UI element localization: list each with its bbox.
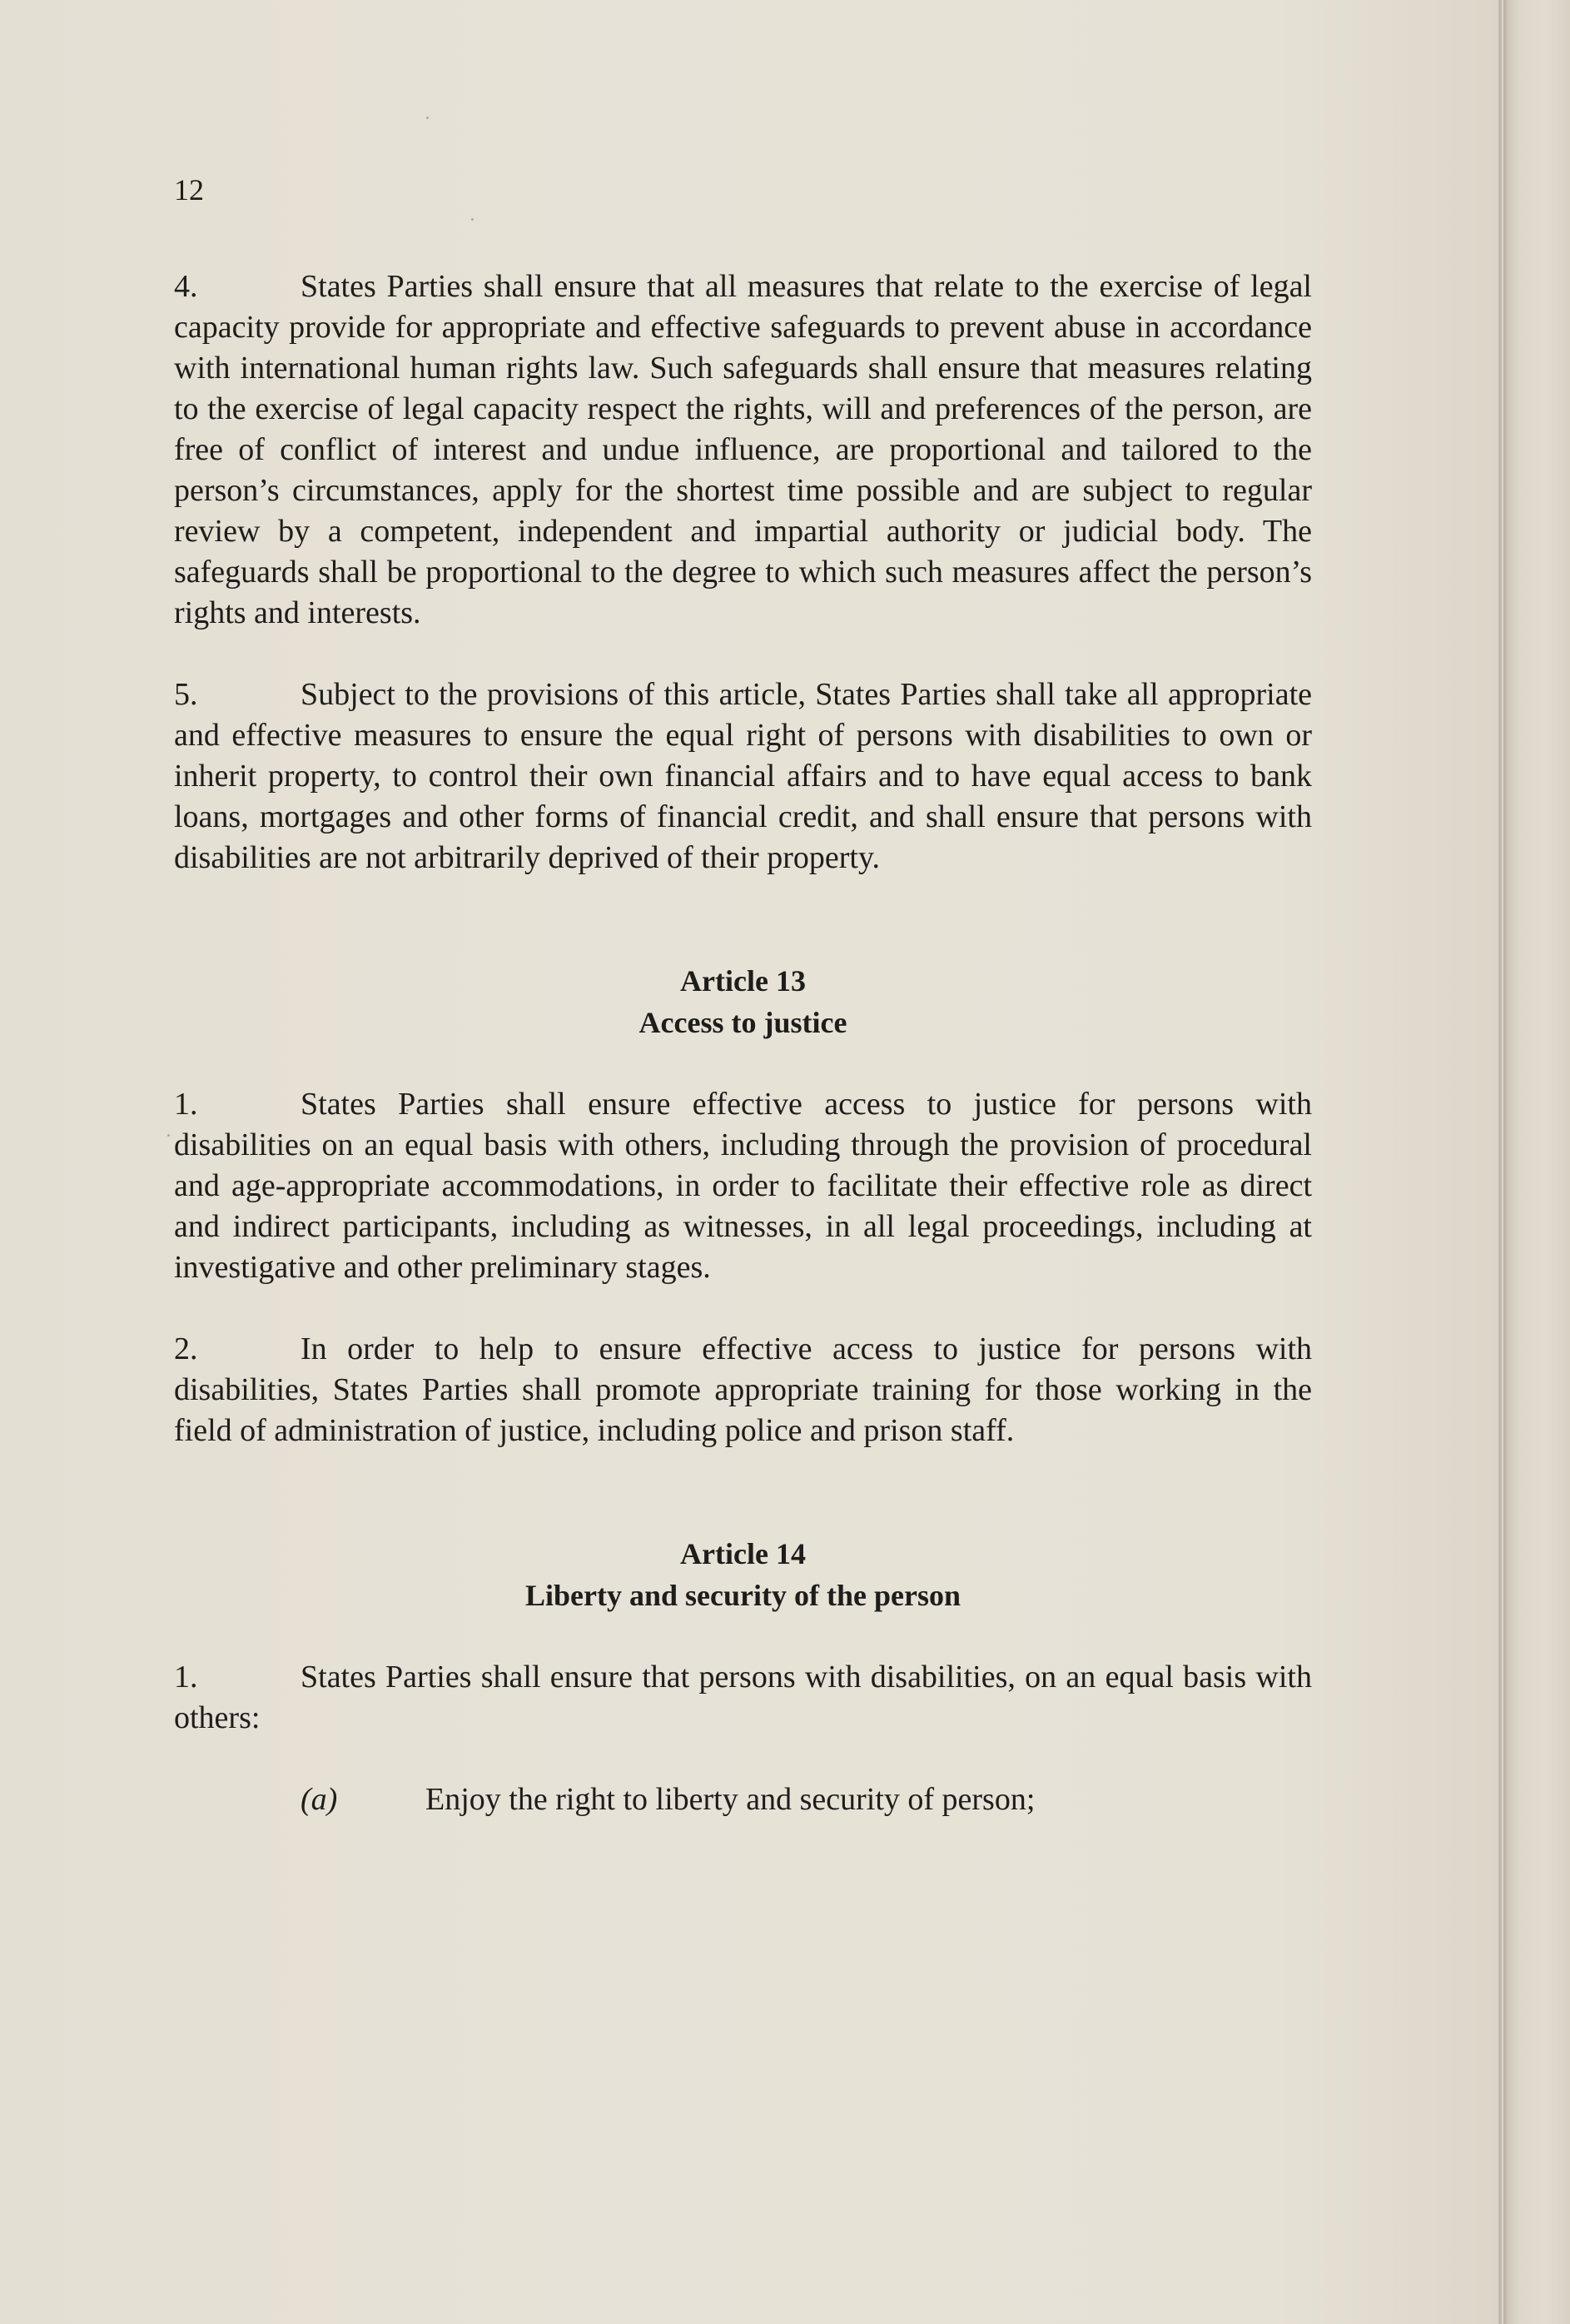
article12-paragraph-4 [174,266,1312,634]
page-number: 12 [174,173,204,207]
article14-title: Liberty and security of the person [525,1579,961,1612]
paragraph-text: Subject to the provisions of this article, States Parties shall take all appropriate and effective measures to ensure the equal right of persons with disabilities to own or inherit property, to control their own financial affairs and to have equal access to bank loans, mortgages and other forms of financial credit, and shall ensure that persons with disabilities are not arbitrarily deprived of their property. [174,677,1312,875]
article13-heading: Article 13 [680,964,806,998]
paragraph-number: 1. [174,1087,198,1122]
paragraph-text: In order to help to ensure effective access to justice for persons with disabilities, States Parties shall promote appropriate training for those working in the field of administration of justice, including police and prison staff. [174,1331,1312,1448]
subparagraph-text: Enjoy the right to liberty and security of person; [425,1782,1036,1817]
paper-speck [471,218,474,221]
paragraph-number: 5. [174,677,198,712]
document-body [174,266,1312,1820]
article13-paragraph-2 [174,1329,1312,1451]
paragraph-text: States Parties shall ensure that persons with disabilities, on an equal basis with others: [174,1660,1312,1735]
paragraph-text: States Parties shall ensure that all measures that relate to the exercise of legal capacity provide for appropriate and effective safeguards to prevent abuse in accordance with international human rights law. Such safeguards shall ensure that measures relating to the exercise of legal capacity respect the rights, will and preferences of the person, are free of conflict of interest and undue influence, are proportional and tailored to the person’s circumstances, apply for the shortest time possible and are subject to regular review by a competent, independent and impartial authority or judicial body. The safeguards shall be proportional to the degree to which such measures affect the person’s rights and interests. [174,269,1312,630]
article13-paragraph-1 [174,1084,1312,1288]
paragraph-number: 2. [174,1331,198,1366]
article13-title: Access to justice [638,1006,847,1039]
article14-heading: Article 14 [680,1537,806,1570]
page-edge [1503,0,1570,2324]
paragraph-number: 1. [174,1660,198,1694]
paragraph-text: States Parties shall ensure effective access to justice for persons with disabilities on an equal basis with others, including through the provision of procedural and age-appropriate accommodations, in order to facilitate their effective role as direct and indirect participants, including as witnesses, in all legal proceedings, including at investigative and other preliminary stages. [174,1087,1312,1285]
paper-speck [167,1134,170,1137]
subparagraph-letter: (a) [301,1782,338,1817]
page-gutter-line [1498,0,1502,2324]
article12-paragraph-5 [174,674,1312,878]
article14-paragraph-1 [174,1657,1312,1739]
paragraph-number: 4. [174,269,198,304]
article14-subparagraph-a [174,1779,1312,1820]
paper-speck [426,117,429,119]
